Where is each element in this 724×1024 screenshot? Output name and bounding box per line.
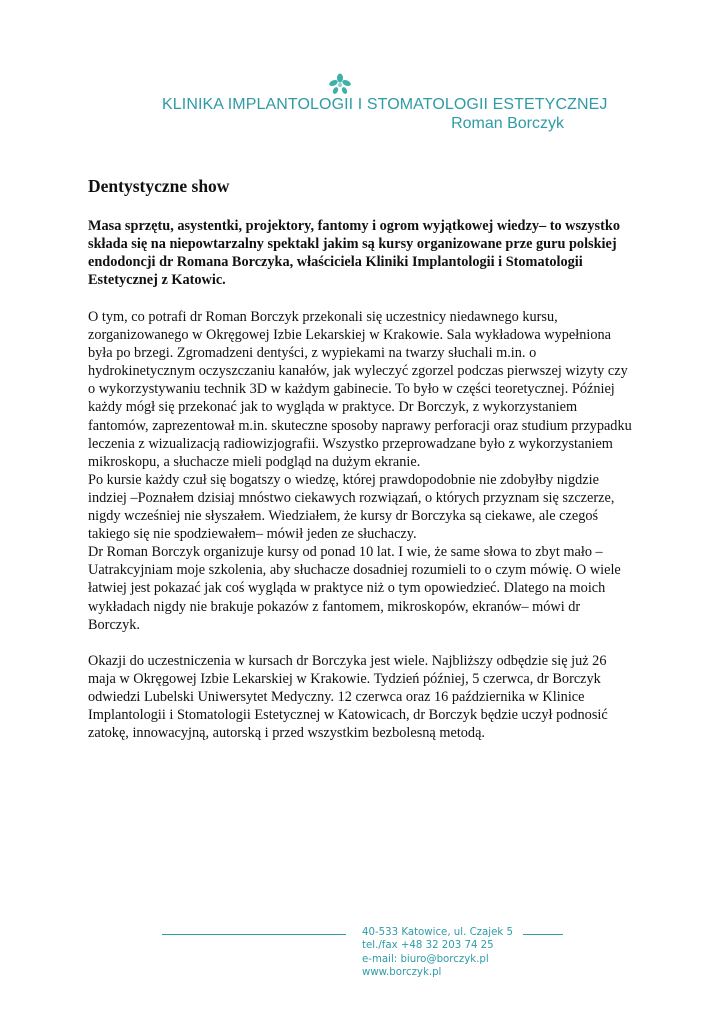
article-title: Dentystyczne show <box>88 176 230 196</box>
footer-email[interactable]: e-mail: biuro@borczyk.pl <box>362 953 489 965</box>
footer-divider-right <box>523 934 563 935</box>
footer-phone: tel./fax +48 32 203 74 25 <box>362 940 494 952</box>
clinic-owner: Roman Borczyk <box>451 115 564 132</box>
footer-website[interactable]: www.borczyk.pl <box>362 967 442 979</box>
article-lead: Masa sprzętu, asystentki, projektory, fantomy i ogrom wyjątkowej wiedzy– to wszystko składa się na niepowtarzalny spektakl jakim są kursy organizowane prze guru polskiej endodoncji dr Romana Borczyka, właściciela Kliniki Implantologii i Stomatologii Estetycznej z Katowic. <box>88 218 620 288</box>
footer-address: 40-533 Katowice, ul. Czajek 5 <box>362 927 513 938</box>
article-paragraph: Po kursie każdy czuł się bogatszy o wiedzę, której prawdopodobnie nie zdobyłby nigdzie indziej –Poznałem dzisiaj mnóstwo ciekawych rozwiązań, o których przyznam się szczerze, nigdy wcześniej nie słyszałem. Wiedziałem, że kursy dr Borczyka są ciekawe, ale czegoś takiego się nie spodziewałem– mówił jeden ze słuchaczy. <box>88 471 615 543</box>
article-paragraph: Dr Roman Borczyk organizuje kursy od ponad 10 lat. I wie, że same słowa to zbyt mało – Uatrakcyjniam moje szkolenia, aby słuchacze dosadniej rozumieli to o czym mówię. O wiele łatwiej jest pokazać jak coś wygląda w praktyce niż o tym opowiedzieć. Dlatego na moich wykładach nigdy nie brakuje pokazów z fantomem, mikroskopów, ekranów– mówi dr Borczyk. <box>88 544 621 633</box>
article <box>88 176 633 742</box>
clinic-name: KLINIKA IMPLANTOLOGII I STOMATOLOGII ESTETYCZNEJ <box>162 96 608 113</box>
article-paragraph: Okazji do uczestniczenia w kursach dr Borczyka jest wiele. Najbliższy odbędzie się już 26 maja w Okręgowej Izbie Lekarskiej w Krakowie. Tydzień później, 5 czerwca, dr Borczyk odwiedzi Lubelski Uniwersytet Medyczny. 12 czerwca oraz 16 października w Klinice Implantologii i Stomatologii Estetycznej w Katowicach, dr Borczyk będzie uczył podnosić zatokę, innowacyjną, autorską i przed wszystkim bezbolesną metodą. <box>88 652 608 742</box>
flower-icon <box>327 72 353 98</box>
footer-divider-left <box>162 934 346 935</box>
article-paragraph: O tym, co potrafi dr Roman Borczyk przekonali się uczestnicy niedawnego kursu, zorganizowanego w Okręgowej Izbie Lekarskiej w Krakowie. Sala wykładowa wypełniona była po brzegi. Zgromadzeni dentyści, z wypiekami na twarzy słuchali m.in. o hydrokinetycznym oczyszczaniu kanałów, jak wyleczyć zgorzel podczas pierwszej wizyty czy o wykorzystywaniu technik 3D w każdym gabinecie. To było w części teoretycznej. Później każdy mógł się przekonać jak to wygląda w praktyce. Dr Borczyk, z wykorzystaniem fantomów, zaprezentował m.in. skuteczne sposoby naprawy perforacji oraz studium przypadku leczenia z wizualizacją radiowizjografii. Wszystko przeprowadzane było z wykorzystaniem mikroskopu, a słuchacze mieli podgląd na dużym ekranie. <box>88 309 632 470</box>
footer-contact <box>362 926 513 980</box>
